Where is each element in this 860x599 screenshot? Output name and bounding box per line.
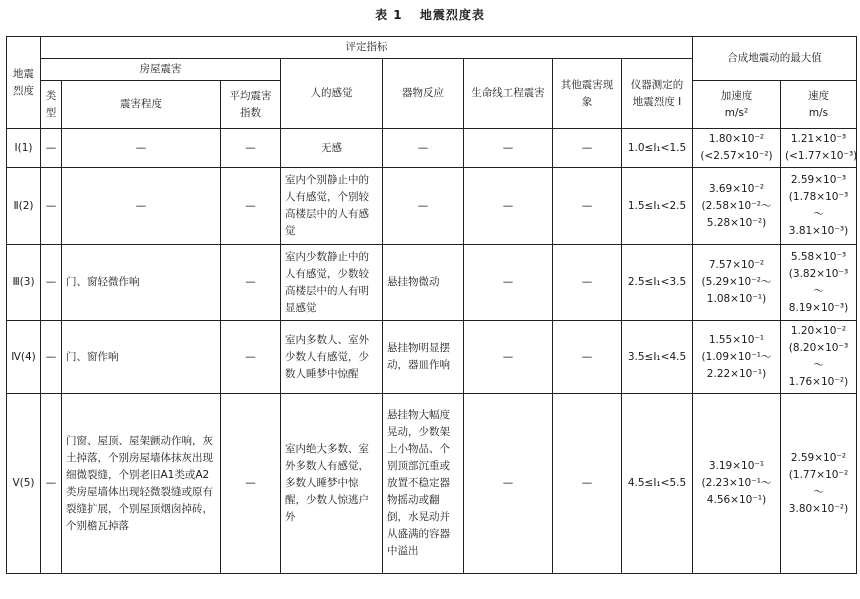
accel-cell — [693, 245, 781, 321]
vel-value: 5.58×10⁻³ — [790, 250, 847, 263]
intensity-cell: Ⅳ(4) — [7, 321, 41, 394]
header-accel — [693, 81, 781, 129]
avg-index-cell: — — [221, 394, 281, 574]
other-cell: — — [553, 129, 622, 168]
table-row — [7, 245, 857, 321]
damage-cell: 门、窗轻微作响 — [62, 245, 221, 321]
accel-range-low: (1.09×10⁻¹～ — [701, 350, 772, 363]
human-feel-cell: 室内少数静止中的人有感觉，少数较高楼层中的人有明显感觉 — [281, 245, 383, 321]
human-feel-cell: 无感 — [281, 129, 383, 168]
header-housing: 房屋震害 — [41, 59, 281, 81]
intensity-cell: Ⅲ(3) — [7, 245, 41, 321]
avg-index-cell: — — [221, 245, 281, 321]
intensity-cell: Ⅱ(2) — [7, 168, 41, 245]
damage-cell: 门、窗作响 — [62, 321, 221, 394]
accel-range-high: 1.08×10⁻¹) — [706, 293, 767, 305]
header-criteria: 评定指标 — [41, 37, 693, 59]
header-vel — [781, 81, 857, 129]
table-row — [7, 129, 857, 168]
header-lifeline: 生命线工程震害 — [464, 59, 553, 129]
table-number: 表 1 — [375, 8, 403, 22]
vel-range-high: 1.76×10⁻²) — [788, 376, 849, 388]
damage-cell: — — [62, 168, 221, 245]
vel-value: 1.20×10⁻² — [790, 325, 847, 337]
other-cell: — — [553, 245, 622, 321]
lifeline-cell: — — [464, 245, 553, 321]
accel-value: 1.55×10⁻¹ — [708, 333, 765, 346]
vel-range-low: (1.78×10⁻³～ — [788, 191, 849, 220]
table-title: 地震烈度表 — [419, 8, 485, 22]
header-object-reaction: 器物反应 — [383, 59, 464, 129]
accel-range-low: (2.58×10⁻²～ — [701, 199, 772, 212]
accel-cell — [693, 394, 781, 574]
type-cell: — — [41, 129, 62, 168]
accel-range-low: (5.29×10⁻²～ — [701, 276, 772, 288]
accel-range-low: (2.23×10⁻¹～ — [701, 477, 772, 489]
vel-range-low: (1.77×10⁻²～ — [788, 468, 849, 498]
vel-range-high: 8.19×10⁻³) — [788, 301, 849, 314]
intensity-cell: Ⅴ(5) — [7, 394, 41, 574]
accel-value: 3.69×10⁻² — [708, 182, 765, 195]
other-cell: — — [553, 394, 622, 574]
other-cell: — — [553, 321, 622, 394]
vel-cell — [781, 168, 857, 245]
avg-index-cell: — — [221, 129, 281, 168]
other-cell: — — [553, 168, 622, 245]
object-reaction-cell: — — [383, 129, 464, 168]
vel-cell — [781, 245, 857, 321]
type-cell: — — [41, 394, 62, 574]
header-instrument: 仪器测定的地震烈度 I — [622, 59, 693, 129]
accel-cell — [693, 129, 781, 168]
vel-value: 2.59×10⁻³ — [790, 174, 847, 186]
vel-range-high: 3.81×10⁻³) — [788, 225, 849, 237]
vel-range: (<1.77×10⁻³) — [785, 150, 858, 162]
seismic-intensity-table — [6, 36, 857, 574]
avg-index-cell: — — [221, 321, 281, 394]
header-avg-index: 平均震害指数 — [221, 81, 281, 129]
header-other: 其他震害现象 — [553, 59, 622, 129]
instrument-cell: 3.5≤I₁<4.5 — [622, 321, 693, 394]
accel-value: 7.57×10⁻² — [708, 259, 765, 271]
human-feel-cell: 室内绝大多数、室外多数人有感觉，多数人睡梦中惊醒，少数人惊逃户外 — [281, 394, 383, 574]
header-damage-degree: 震害程度 — [62, 81, 221, 129]
instrument-cell: 1.0≤I₁<1.5 — [622, 129, 693, 168]
accel-range: (<2.57×10⁻²) — [700, 150, 773, 162]
instrument-cell: 2.5≤I₁<3.5 — [622, 245, 693, 321]
header-accel-unit: m/s² — [724, 106, 749, 119]
table-row — [7, 394, 857, 574]
accel-cell — [693, 168, 781, 245]
vel-range-low: (8.20×10⁻³～ — [788, 342, 849, 371]
type-cell: — — [41, 245, 62, 321]
accel-value: 3.19×10⁻¹ — [708, 460, 765, 472]
header-vel-unit: m/s — [808, 106, 829, 119]
accel-range-high: 5.28×10⁻²) — [706, 216, 767, 229]
vel-value: 2.59×10⁻² — [790, 451, 847, 464]
table-caption — [0, 0, 860, 30]
object-reaction-cell: 悬挂物大幅度晃动，少数架上小物品、个别顶部沉重或放置不稳定器物摇动或翻倒，水晃动并从盛满的容器中溢出 — [383, 394, 464, 574]
header-vel-label: 速度 — [808, 89, 829, 102]
damage-cell: 门窗、屋顶、屋架颤动作响，灰土掉落，个别房屋墙体抹灰出现细微裂缝，个别老旧A1类或A2类房屋墙体出现轻微裂缝或原有裂缝扩展，个别屋顶烟囱掉砖，个别檐瓦掉落 — [62, 394, 221, 574]
vel-cell — [781, 394, 857, 574]
lifeline-cell: — — [464, 129, 553, 168]
accel-value: 1.80×10⁻² — [708, 133, 765, 145]
human-feel-cell: 室内个别静止中的人有感觉，个别较高楼层中的人有感觉 — [281, 168, 383, 245]
instrument-cell: 4.5≤I₁<5.5 — [622, 394, 693, 574]
header-accel-label: 加速度 — [720, 89, 753, 102]
accel-range-high: 4.56×10⁻¹) — [706, 494, 767, 506]
vel-value: 1.21×10⁻³ — [790, 133, 847, 145]
vel-cell — [781, 321, 857, 394]
header-intensity: 地震烈度 — [7, 37, 41, 129]
accel-range-high: 2.22×10⁻¹) — [706, 367, 767, 380]
lifeline-cell: — — [464, 168, 553, 245]
type-cell: — — [41, 321, 62, 394]
accel-cell — [693, 321, 781, 394]
lifeline-cell: — — [464, 321, 553, 394]
header-max-motion: 合成地震动的最大值 — [693, 37, 857, 81]
intensity-cell: Ⅰ(1) — [7, 129, 41, 168]
type-cell: — — [41, 168, 62, 245]
vel-range-low: (3.82×10⁻³～ — [788, 267, 849, 297]
human-feel-cell: 室内多数人、室外少数人有感觉，少数人睡梦中惊醒 — [281, 321, 383, 394]
table-row — [7, 321, 857, 394]
vel-range-high: 3.80×10⁻²) — [788, 502, 849, 515]
lifeline-cell: — — [464, 394, 553, 574]
header-human-feel: 人的感觉 — [281, 59, 383, 129]
object-reaction-cell: 悬挂物微动 — [383, 245, 464, 321]
vel-cell — [781, 129, 857, 168]
header-type: 类型 — [41, 81, 62, 129]
instrument-cell: 1.5≤I₁<2.5 — [622, 168, 693, 245]
table-row — [7, 168, 857, 245]
damage-cell: — — [62, 129, 221, 168]
avg-index-cell: — — [221, 168, 281, 245]
object-reaction-cell: 悬挂物明显摆动，器皿作响 — [383, 321, 464, 394]
object-reaction-cell: — — [383, 168, 464, 245]
